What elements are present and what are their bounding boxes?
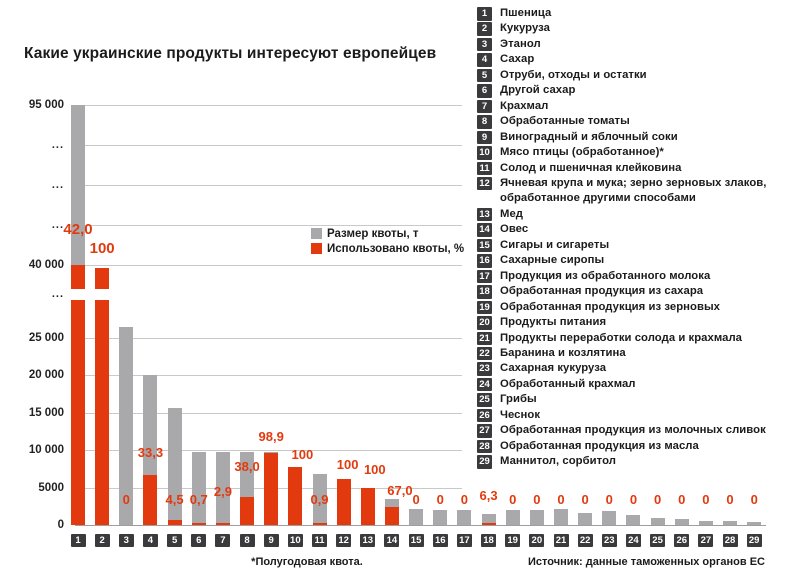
product-name-label: Мясо птицы (обработанное)* [500, 146, 664, 159]
product-list-item [477, 454, 782, 469]
product-list-item [477, 37, 782, 52]
product-list-item [477, 346, 782, 361]
y-axis-tick-label: 95 000 [28, 99, 64, 111]
used-pct-label: 0 [678, 492, 686, 507]
used-pct-label: 67,0 [387, 483, 413, 499]
x-axis-number-box: 13 [360, 534, 375, 547]
y-axis-tick-label: 40 000 [28, 259, 64, 271]
used-quota-bar [95, 268, 109, 525]
product-number-box: 17 [477, 270, 492, 284]
used-quota-bar [288, 467, 302, 525]
product-number-box: 13 [477, 208, 492, 222]
quota-bar [699, 521, 713, 525]
x-axis-number-box: 28 [723, 534, 738, 547]
product-list-item [477, 284, 782, 299]
quota-bar [723, 521, 737, 525]
x-axis-number-box: 15 [409, 534, 424, 547]
x-axis-number-box: 6 [191, 534, 206, 547]
gridline [75, 265, 462, 266]
quota-bar [433, 510, 447, 525]
y-axis-tick-label: 20 000 [28, 369, 64, 381]
product-list-item [477, 315, 782, 330]
product-name-label: Продукты питания [500, 316, 607, 329]
product-number-box: 10 [477, 146, 492, 160]
used-pct-label: 0 [436, 492, 444, 507]
used-pct-label: 0 [605, 492, 613, 507]
used-quota-bar [264, 453, 278, 525]
product-name-label: Мед [500, 207, 524, 220]
product-list-item [477, 392, 782, 407]
product-list-item [477, 207, 782, 222]
product-name-label: Маннитол, сорбитол [500, 455, 616, 468]
used-quota-bar [216, 523, 230, 525]
legend-row-quota [311, 226, 464, 241]
chart-legend [311, 226, 464, 256]
product-name-label: Обработанные томаты [500, 115, 630, 128]
product-number-box: 11 [477, 162, 492, 176]
quota-bar [530, 510, 544, 525]
used-swatch-icon [311, 243, 322, 254]
product-list-item [477, 423, 782, 438]
product-list-item [477, 52, 782, 67]
product-name-label: Сахар [500, 53, 535, 66]
product-name-label: Сигары и сигареты [500, 238, 610, 251]
used-pct-label: 0 [122, 492, 130, 507]
product-name-label: Сахарные сиропы [500, 254, 605, 267]
used-quota-bar [71, 265, 85, 525]
used-quota-bar [313, 523, 327, 525]
product-name-label: Отруби, отходы и остатки [500, 68, 647, 81]
used-quota-bar [482, 523, 496, 525]
quota-bar [554, 509, 568, 525]
x-axis-number-box: 22 [578, 534, 593, 547]
product-number-box: 22 [477, 347, 492, 361]
quota-bar [506, 510, 520, 525]
product-list-item [477, 408, 782, 423]
product-name-label: Продукты переработки солода и крахмала [500, 331, 743, 344]
quota-swatch-icon [311, 228, 322, 239]
product-number-box: 26 [477, 409, 492, 423]
quota-bar [457, 510, 471, 525]
product-number-box: 27 [477, 424, 492, 438]
y-axis-tick-label: ... [51, 219, 64, 231]
x-axis-number-box: 29 [747, 534, 762, 547]
product-number-box: 2 [477, 22, 492, 36]
product-name-label: Виноградный и яблочный соки [500, 130, 678, 143]
y-axis-tick-label: ... [51, 179, 64, 191]
product-list-item [477, 269, 782, 284]
legend-row-used [311, 241, 464, 256]
chart-title: Какие украинские продукты интересуют европейцев [24, 45, 437, 62]
product-name-label: Чеснок [500, 408, 541, 421]
product-list-item [477, 253, 782, 268]
used-pct-label: 0 [557, 492, 565, 507]
product-number-box: 12 [477, 177, 492, 191]
y-axis-tick-label: 10 000 [28, 444, 64, 456]
used-pct-label: 0 [653, 492, 662, 507]
x-axis-number-box: 8 [240, 534, 255, 547]
quota-bar [747, 522, 761, 525]
x-axis-number-box: 1 [71, 534, 86, 547]
y-axis-tick-label: 15 000 [28, 407, 64, 419]
quota-legend-label: Размер квоты, т [327, 227, 419, 240]
used-legend-label: Использовано квоты, % [327, 242, 465, 255]
product-list-item [477, 300, 782, 315]
product-list-item [477, 238, 782, 253]
used-quota-bar [385, 507, 399, 525]
product-number-box: 4 [477, 53, 492, 67]
used-pct-label: 0 [702, 492, 710, 507]
product-list-item [477, 99, 782, 114]
product-number-box: 18 [477, 285, 492, 299]
product-name-label: Грибы [500, 393, 537, 406]
used-pct-label: 100 [336, 457, 359, 473]
used-quota-bar [143, 475, 157, 525]
product-number-box: 16 [477, 254, 492, 268]
used-pct-label: 33,3 [137, 445, 164, 461]
product-number-box: 24 [477, 378, 492, 392]
x-axis-number-box: 23 [602, 534, 617, 547]
used-pct-label: 0 [533, 492, 541, 507]
product-name-label: Другой сахар [500, 84, 576, 97]
quota-bar [165, 408, 184, 525]
product-number-box: 29 [477, 455, 492, 469]
used-pct-label: 0 [629, 492, 638, 507]
product-name-label: Крахмал [500, 99, 549, 112]
quota-bar [651, 518, 665, 525]
product-legend-list [477, 6, 782, 470]
x-axis-number-box: 7 [215, 534, 230, 547]
used-pct-label: 0 [509, 492, 517, 507]
x-axis-number-box: 27 [698, 534, 713, 547]
used-pct-label: 0 [726, 492, 734, 507]
product-name-label: Пшеница [500, 7, 552, 19]
product-name-label: Этанол [500, 37, 541, 50]
product-list-item [477, 21, 782, 36]
quota-bar [626, 515, 640, 525]
product-name-label: Баранина и козлятина [500, 346, 626, 359]
product-list-item [477, 130, 782, 145]
used-pct-label: 0,9 [310, 492, 329, 507]
used-pct-label: 0 [460, 492, 469, 507]
quota-bar [602, 511, 616, 525]
product-number-box: 23 [477, 362, 492, 376]
product-number-box: 15 [477, 239, 492, 253]
product-name-label: Ячневая крупа и мука; зерно зерновых злаков, обработанное другими способами [500, 176, 767, 205]
gridline [75, 145, 462, 146]
product-list-item [477, 176, 782, 207]
gridline [75, 105, 462, 106]
quota-bar [189, 452, 208, 525]
product-number-box: 14 [477, 223, 492, 237]
quota-bar [409, 509, 423, 525]
x-axis-number-box: 24 [626, 534, 641, 547]
x-axis-number-box: 11 [312, 534, 327, 547]
x-axis-number-box: 3 [119, 534, 134, 547]
used-quota-bar [168, 520, 182, 525]
used-pct-label: 42,0 [63, 221, 93, 239]
used-pct-label: 0 [581, 492, 589, 507]
product-list-item [477, 361, 782, 376]
used-pct-label: 100 [291, 446, 314, 462]
used-pct-label: 98,9 [258, 429, 284, 445]
x-axis-number-box: 5 [167, 534, 182, 547]
product-name-label: Овес [500, 223, 529, 236]
x-axis-number-box: 26 [674, 534, 689, 547]
x-axis-number-box: 14 [384, 534, 399, 547]
product-number-box: 9 [477, 131, 492, 145]
product-name-label: Сахарная кукуруза [500, 362, 607, 375]
product-list-item [477, 145, 782, 160]
product-list-item [477, 6, 782, 21]
x-axis-number-box: 20 [529, 534, 544, 547]
x-axis-number-box: 25 [650, 534, 665, 547]
footnote: *Полугодовая квота. [251, 556, 363, 568]
used-pct-label: 4,5 [165, 492, 184, 507]
product-number-box: 28 [477, 440, 492, 454]
used-pct-label: 0 [750, 492, 758, 507]
y-axis-tick-label: 25 000 [28, 332, 64, 344]
x-axis-number-box: 18 [481, 534, 496, 547]
product-list-item [477, 331, 782, 346]
y-axis-tick-label: 5000 [38, 482, 64, 494]
product-list-item [477, 377, 782, 392]
product-list-item [477, 114, 782, 129]
product-name-label: Обработанный крахмал [500, 377, 636, 390]
product-list-item [477, 83, 782, 98]
y-axis-tick-label: 0 [57, 519, 64, 531]
product-number-box: 3 [477, 38, 492, 52]
used-quota-bar [240, 497, 254, 525]
x-axis-number-box: 17 [457, 534, 472, 547]
product-list-item [477, 68, 782, 83]
quota-bar [675, 519, 689, 525]
x-axis-number-box: 9 [264, 534, 279, 547]
gridline [75, 185, 462, 186]
product-name-label: Обработанная продукция из масла [500, 439, 699, 452]
product-name-label: Кукуруза [500, 22, 551, 35]
x-axis-number-box: 2 [95, 534, 110, 547]
product-name-label: Продукция из обработанного молока [500, 269, 711, 282]
product-number-box: 1 [477, 7, 492, 21]
used-pct-label: 0,7 [189, 492, 208, 507]
used-quota-bar [192, 523, 206, 525]
x-axis-number-box: 12 [336, 534, 351, 547]
used-quota-bar [337, 479, 351, 525]
used-pct-label: 100 [89, 239, 115, 257]
product-list-item [477, 439, 782, 454]
product-number-box: 25 [477, 393, 492, 407]
product-number-box: 21 [477, 332, 492, 346]
product-number-box: 5 [477, 69, 492, 83]
product-number-box: 7 [477, 100, 492, 114]
x-axis-number-box: 4 [143, 534, 158, 547]
product-list-item [477, 222, 782, 237]
used-pct-label: 0 [412, 492, 420, 507]
y-axis-tick-label: ... [51, 139, 64, 151]
product-list-item [477, 161, 782, 176]
x-axis-number-box: 19 [505, 534, 520, 547]
used-pct-label: 100 [363, 461, 386, 477]
product-name-label: Обработанная продукция из молочных сливок [500, 424, 766, 437]
axis-break-band [64, 289, 114, 300]
source-credit: Источник: данные таможенных органов ЕС [528, 556, 765, 568]
used-pct-label: 38,0 [234, 459, 260, 475]
x-axis-number-box: 21 [554, 534, 569, 547]
x-axis-number-box: 10 [288, 534, 303, 547]
product-number-box: 8 [477, 115, 492, 129]
y-axis-tick-label: ... [51, 288, 64, 300]
used-quota-bar [361, 488, 375, 525]
product-number-box: 19 [477, 301, 492, 315]
quota-bar [578, 513, 592, 525]
used-pct-label: 2,9 [213, 484, 232, 499]
product-name-label: Обработанная продукция из зерновых [500, 300, 721, 313]
used-pct-label: 6,3 [479, 488, 498, 503]
x-axis-number-box: 16 [433, 534, 448, 547]
product-number-box: 6 [477, 84, 492, 98]
product-name-label: Обработанная продукция из сахара [500, 285, 704, 298]
product-name-label: Солод и пшеничная клейковина [500, 161, 682, 174]
x-axis-line [75, 525, 766, 526]
product-number-box: 20 [477, 316, 492, 330]
